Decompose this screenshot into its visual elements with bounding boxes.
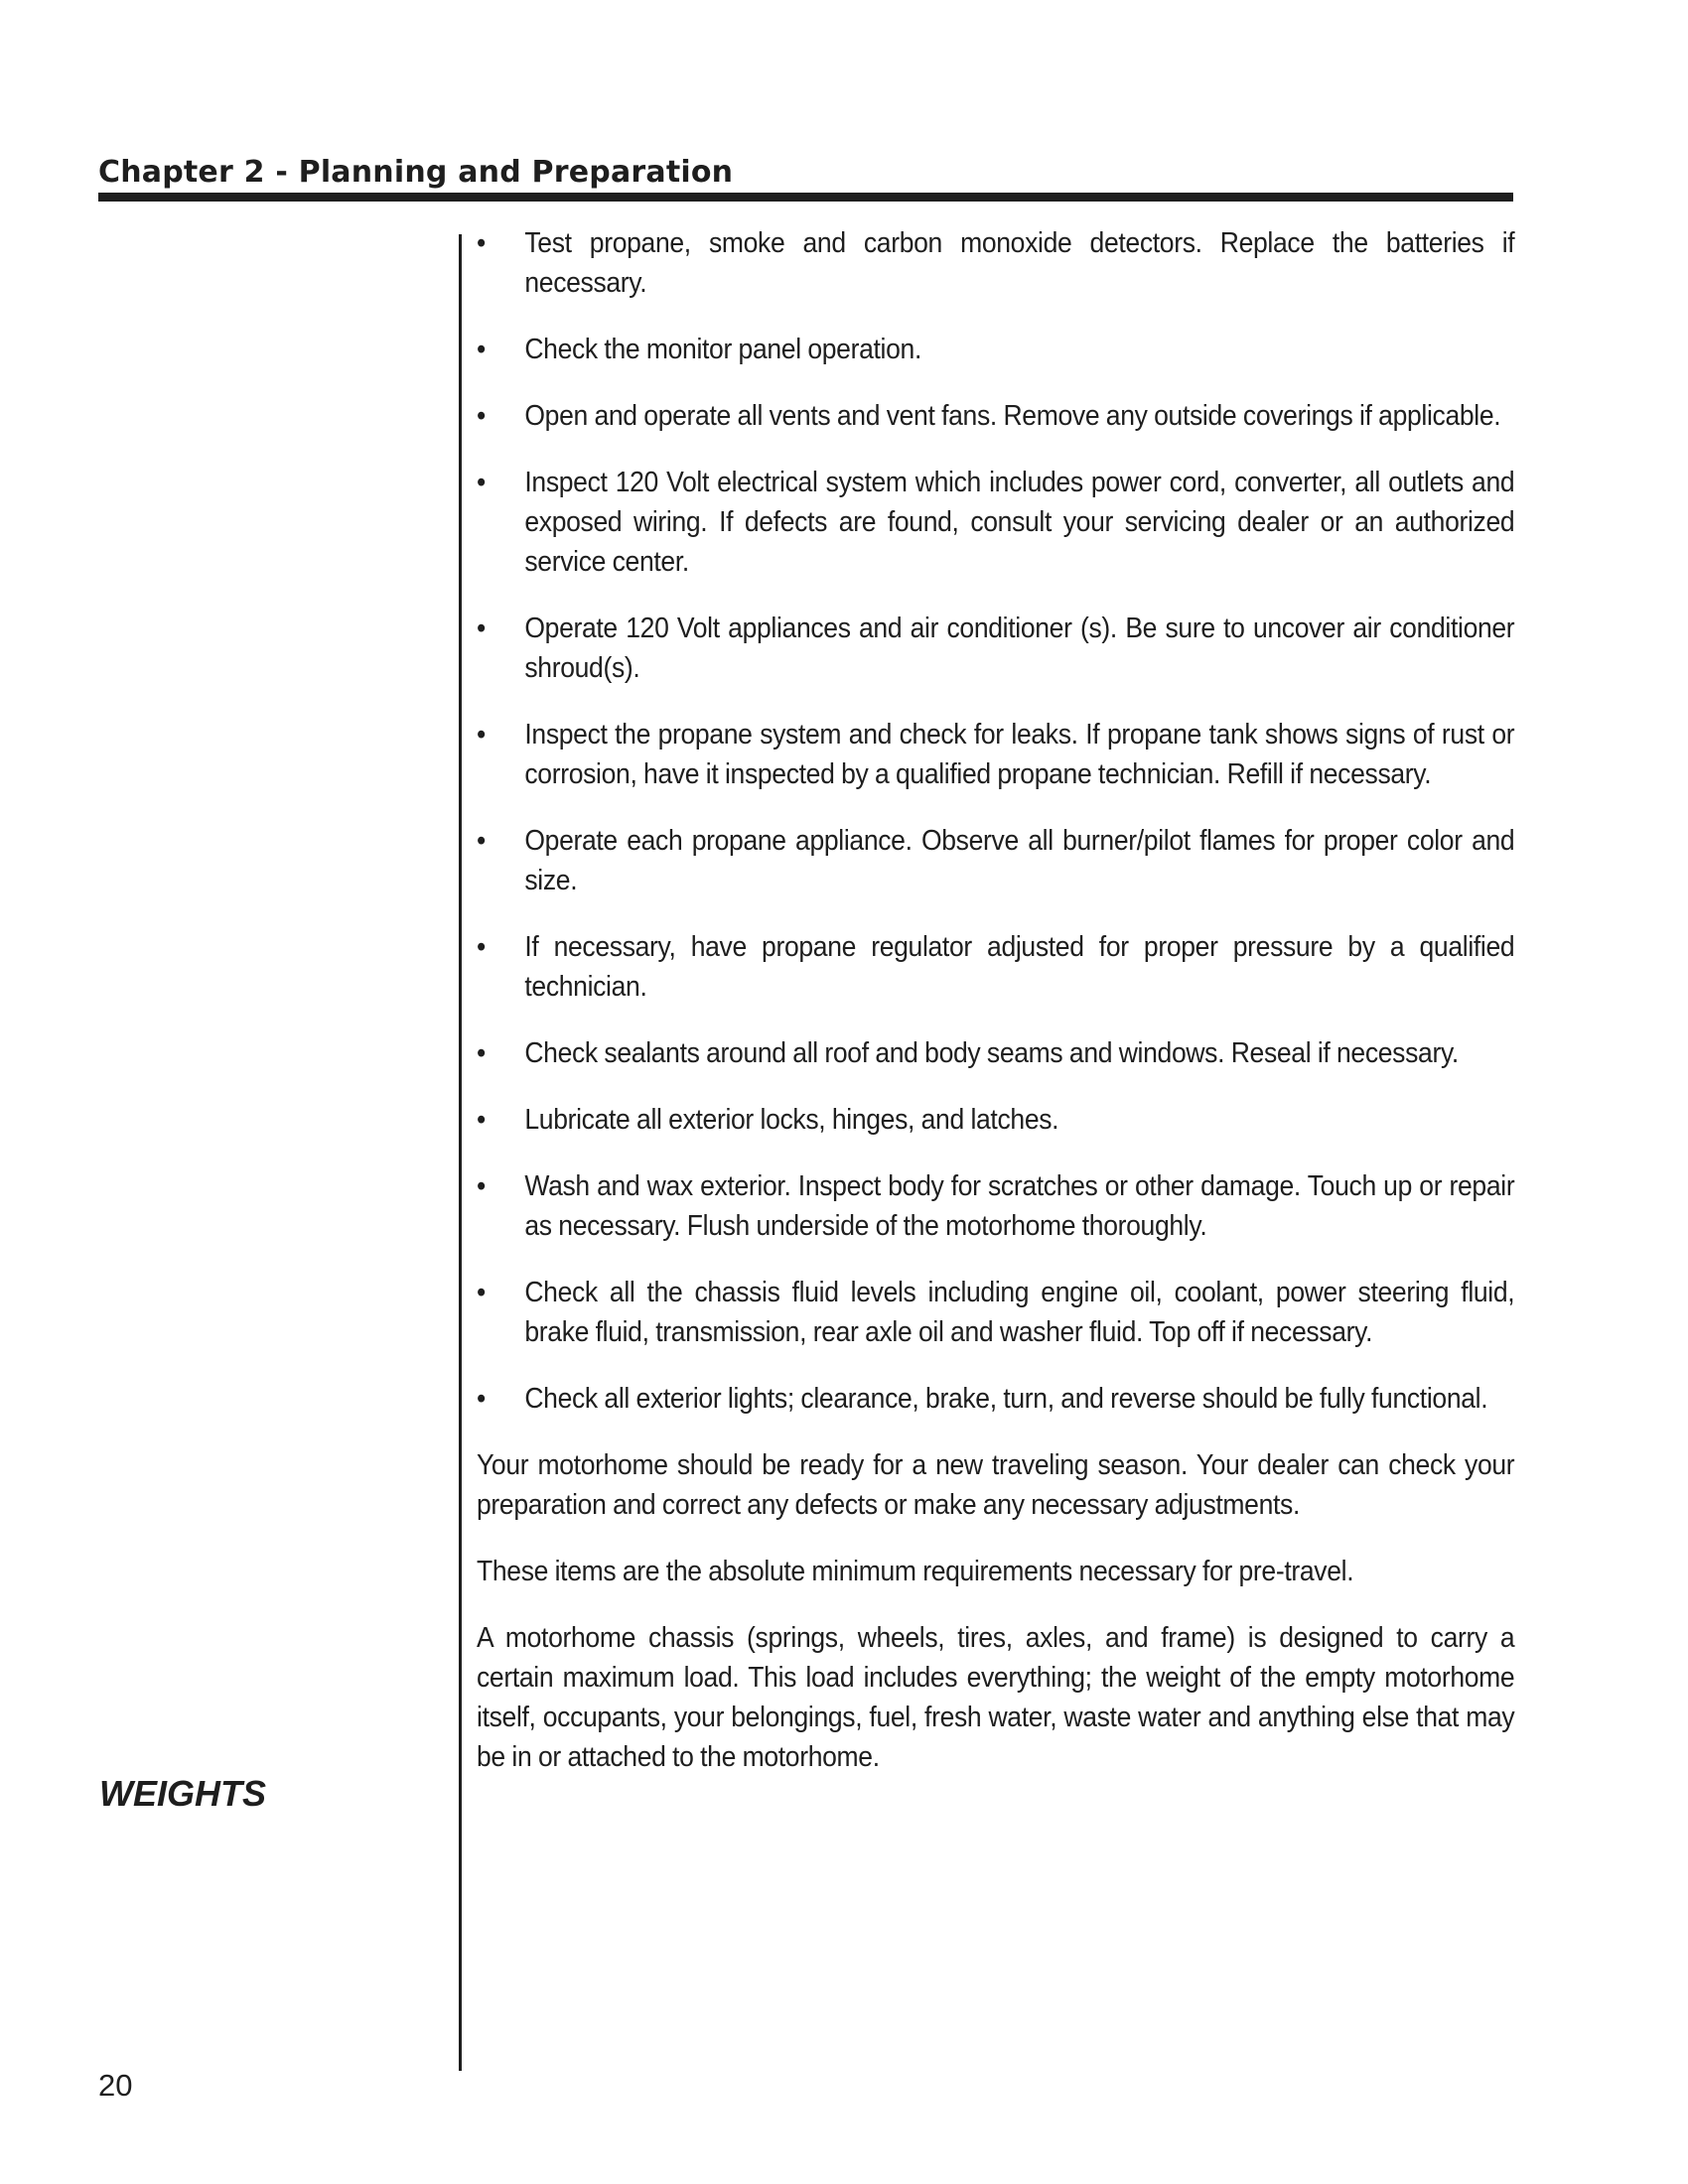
column-divider [459, 234, 462, 2071]
checklist-item [477, 463, 1514, 582]
bullet-icon: • [477, 825, 486, 857]
checklist-item-text: Wash and wax exterior. Inspect body for scratches or other damage. Touch up or repair as necessary. Flush underside of the motorhome thoroughly. [524, 1170, 1515, 1242]
checklist-item-text: Lubricate all exterior locks, hinges, and latches. [524, 1104, 1059, 1136]
main-content [477, 223, 1514, 1804]
bullet-icon: • [477, 719, 486, 751]
checklist-item-text: Check all the chassis fluid levels including engine oil, coolant, power steering fluid, brake fluid, transmission, rear axle oil and washer fluid. Top off if necessary. [524, 1277, 1515, 1348]
bullet-icon: • [477, 931, 486, 963]
checklist-item [477, 1166, 1514, 1246]
checklist-item-text: Check the monitor panel operation. [524, 334, 921, 365]
minimum-requirements-paragraph: These items are the absolute minimum requirements necessary for pre-travel. [477, 1556, 1354, 1587]
weights-paragraph: A motorhome chassis (springs, wheels, tires, axles, and frame) is designed to carry a certain maximum load. This load includes everything; the weight of the empty motorhome itself, occupants, your belongings, fuel, fresh water, waste water and anything else that may be in or attached to the motorhome. [477, 1622, 1515, 1773]
checklist-item-text: Check all exterior lights; clearance, brake, turn, and reverse should be fully functional. [524, 1383, 1488, 1415]
section-heading-weights: WEIGHTS [99, 1773, 266, 1814]
checklist-item-text: Operate 120 Volt appliances and air conditioner (s). Be sure to uncover air conditioner shroud(s). [524, 613, 1515, 684]
bullet-icon: • [477, 334, 486, 365]
bullet-icon: • [477, 1277, 486, 1308]
checklist-item-text: Inspect 120 Volt electrical system which includes power cord, converter, all outlets and exposed wiring. If defects are found, consult your servicing dealer or an authorized service center. [524, 467, 1515, 578]
checklist-item-text: Open and operate all vents and vent fans. Remove any outside coverings if applicable. [524, 400, 1501, 432]
checklist-item [477, 821, 1514, 900]
page-number: 20 [98, 2068, 133, 2103]
checklist-item [477, 1100, 1514, 1140]
checklist-item [477, 927, 1514, 1007]
checklist-item-text: Operate each propane appliance. Observe all burner/pilot flames for proper color and size. [524, 825, 1515, 896]
checklist-item [477, 223, 1514, 303]
bullet-icon: • [477, 400, 486, 432]
checklist-item-text: Check sealants around all roof and body seams and windows. Reseal if necessary. [524, 1037, 1459, 1069]
checklist [477, 223, 1514, 1419]
checklist-item [477, 396, 1514, 436]
checklist-item-text: If necessary, have propane regulator adjusted for proper pressure by a qualified technician. [524, 931, 1515, 1003]
bullet-icon: • [477, 613, 486, 644]
header-rule [98, 193, 1513, 202]
checklist-item [477, 330, 1514, 369]
bullet-icon: • [477, 1037, 486, 1069]
checklist-item-text: Inspect the propane system and check for leaks. If propane tank shows signs of rust or corrosion, have it inspected by a qualified propane technician. Refill if necessary. [524, 719, 1515, 790]
bullet-icon: • [477, 1104, 486, 1136]
checklist-item [477, 609, 1514, 688]
chapter-title: Chapter 2 - Planning and Preparation [98, 155, 734, 190]
checklist-item [477, 1273, 1514, 1352]
summary-paragraph: Your motorhome should be ready for a new traveling season. Your dealer can check your preparation and correct any defects or make any necessary adjustments. [477, 1449, 1515, 1521]
checklist-item [477, 715, 1514, 794]
bullet-icon: • [477, 467, 486, 498]
checklist-item-text: Test propane, smoke and carbon monoxide detectors. Replace the batteries if necessary. [524, 227, 1515, 299]
bullet-icon: • [477, 1170, 486, 1202]
checklist-item [477, 1033, 1514, 1073]
bullet-icon: • [477, 1383, 486, 1415]
checklist-item [477, 1379, 1514, 1419]
bullet-icon: • [477, 227, 486, 259]
